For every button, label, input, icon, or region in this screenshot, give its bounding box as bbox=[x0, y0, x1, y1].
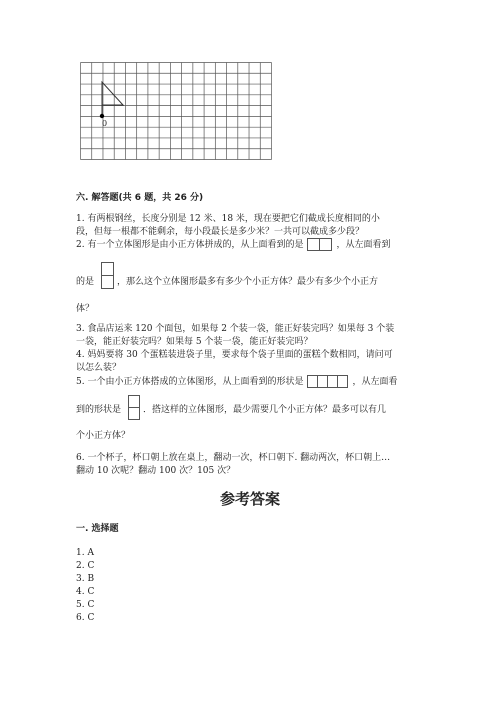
q6-line1: 6. 一个杯子，杯口朝上放在桌上，翻动一次，杯口朝下. 翻动两次，杯口朝上… bbox=[76, 453, 391, 463]
q3-line2: 一袋，能正好装完吗？如果每 5 个装一袋，能正好装完吗？ bbox=[76, 337, 313, 347]
grid-figure bbox=[80, 62, 272, 160]
q4-line2: 以怎么装？ bbox=[76, 363, 122, 373]
answer-item: 2. C bbox=[76, 561, 95, 571]
q5-text-b: ，从左面看 bbox=[352, 376, 398, 387]
answers-section1-title: 一. 选择题 bbox=[76, 524, 119, 534]
q3-line1: 3. 食品店运来 120 个面包，如果每 2 个装一袋，能正好装完吗？如果每 3 个装 bbox=[76, 324, 395, 334]
q5-line1 bbox=[76, 375, 397, 388]
q1-line2: 段，但每一根都不能剩余，每小段最长是多少米？一共可以截成多少段？ bbox=[76, 227, 365, 237]
q2-top-view bbox=[307, 238, 332, 251]
answer-item: 1. A bbox=[76, 548, 94, 558]
q2-text-d: ，那么这个立体图形最多有多少个小正方体？最少有多少个小正方 bbox=[117, 277, 379, 287]
q2-text-a: 2. 有一个立体图形是由小正方体拼成的，从上面看到的是 bbox=[76, 239, 304, 250]
answer-item: 6. C bbox=[76, 613, 95, 623]
q4-line1: 4. 妈妈要将 30 个蛋糕装进袋子里，要求每个袋子里面的蛋糕个数相同，请问可 bbox=[76, 350, 393, 360]
answers-title: 参考答案 bbox=[219, 490, 280, 508]
q2-text-c: 的是 bbox=[76, 277, 95, 287]
q5-text-d: ．搭这样的立体图形，最少需要几个小正方体？最多可以有几 bbox=[143, 405, 387, 415]
q6-line2: 翻动 10 次呢？翻动 100 次？105 次？ bbox=[76, 466, 236, 476]
q2-left-view bbox=[101, 262, 114, 289]
origin-label: 0 bbox=[102, 119, 108, 128]
answer-item: 5. C bbox=[76, 600, 95, 610]
section6-title: 六. 解答题(共 6 题，共 26 分) bbox=[76, 193, 204, 203]
answer-item: 3. B bbox=[76, 574, 95, 584]
q1-line1: 1. 有两根钢丝，长度分别是 12 米、18 米，现在要把它们截成长度相同的小 bbox=[76, 214, 380, 224]
q5-text-a: 5. 一个由小正方体搭成的立体图形，从上面看到的形状是 bbox=[76, 376, 304, 387]
q5-left-view bbox=[128, 395, 140, 420]
q5-text-c: 到的形状是 bbox=[76, 405, 122, 415]
q2-line1 bbox=[76, 238, 390, 251]
q5-top-view bbox=[307, 375, 348, 388]
q2-text-b: ，从左面看到 bbox=[336, 239, 391, 250]
q5-text-e: 个小正方体？ bbox=[76, 431, 131, 441]
triangle-shape bbox=[102, 82, 123, 105]
answer-item: 4. C bbox=[76, 587, 95, 597]
q2-text-e: 体？ bbox=[76, 304, 95, 314]
